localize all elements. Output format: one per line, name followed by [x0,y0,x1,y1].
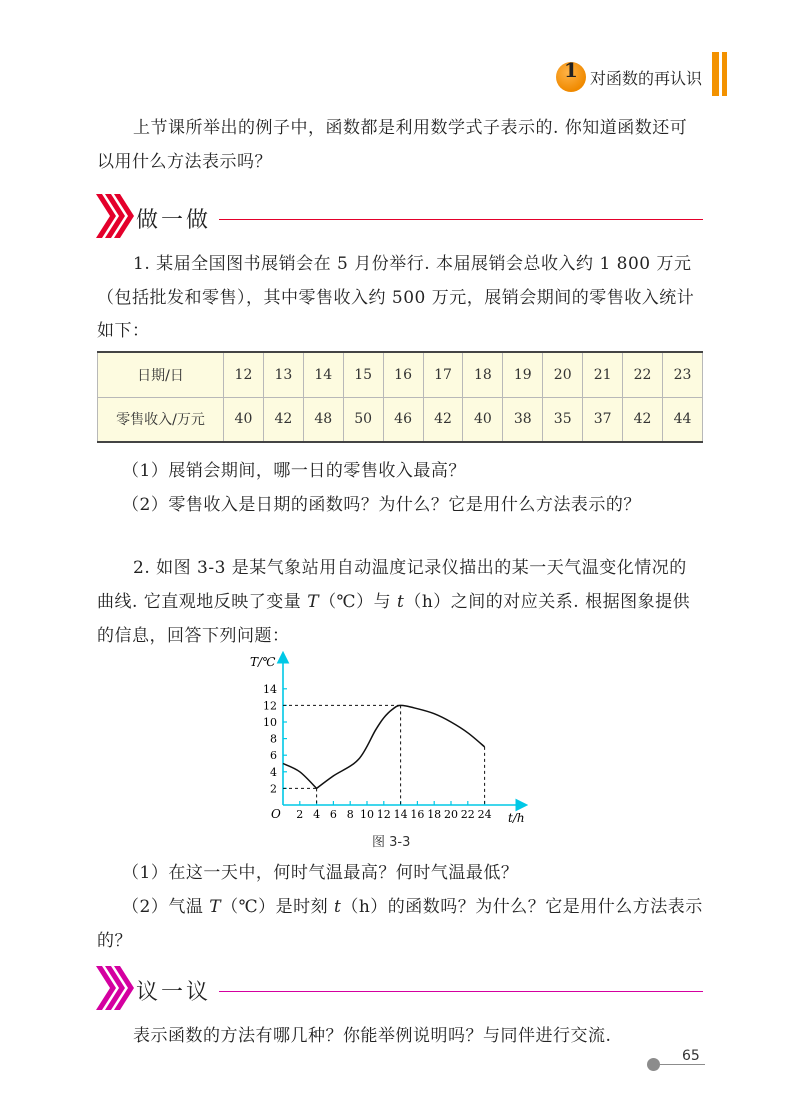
income-cell: 46 [383,397,423,442]
figure-caption: 图 3-3 [372,835,411,850]
x-tick-label: 4 [313,808,321,821]
section1-chevron-icon [96,192,136,240]
footer-dot [647,1058,660,1071]
var-T: T [307,592,320,612]
date-cell: 23 [662,352,702,397]
discussion-text: 表示函数的方法有哪几种？你能举例说明吗？与同伴进行交流. [133,1026,612,1046]
income-cell: 38 [503,397,543,442]
x-tick-label: 14 [393,808,408,821]
date-cell: 21 [583,352,623,397]
q1-line-1: 1. 某届全国图书展销会在 5 月份举行. 本届展销会总收入约 1 800 万元 [133,254,692,274]
sales-table [97,351,703,443]
table-row-income [98,397,703,442]
income-cell: 42 [623,397,663,442]
var-t: t [334,897,342,917]
footer-rule [660,1064,705,1065]
x-axis-label: t/h [508,811,525,825]
income-cell: 42 [423,397,463,442]
income-cell: 40 [224,397,264,442]
origin-label: O [271,807,281,821]
x-tick-label: 2 [296,808,304,821]
income-cell: 42 [263,397,303,442]
section1-title: 做一做 [136,208,212,233]
var-t: t [396,592,405,612]
q1-line-2: （包括批发和零售），其中零售收入约 500 万元，展销会期间的零售收入统计 [97,288,695,308]
page-number: 65 [682,1048,700,1064]
income-cell: 50 [343,397,383,442]
x-tick-label: 24 [477,808,492,821]
section2-title: 议一议 [136,980,212,1005]
section2-rule [219,991,703,992]
x-tick-label: 22 [460,808,475,821]
date-cell: 12 [224,352,264,397]
intro-line-2: 以用什么方法表示吗？ [97,152,272,172]
y-tick-label: 8 [270,732,277,746]
table-header-income: 零售收入/万元 [98,397,224,442]
date-cell: 15 [343,352,383,397]
date-cell: 22 [623,352,663,397]
var-T: T [209,897,222,917]
income-cell: 40 [463,397,503,442]
y-axis-label: T/℃ [250,655,276,669]
table-header-date: 日期/日 [98,352,224,397]
y-tick-label: 6 [270,749,277,763]
date-cell: 17 [423,352,463,397]
temperature-curve [283,705,485,788]
income-cell: 44 [662,397,702,442]
x-tick-label: 6 [329,808,337,821]
chapter-number: 1 [564,58,578,82]
x-tick-label: 16 [410,808,425,821]
x-tick-label: 20 [444,808,458,821]
q2-sub-question-1: （1）在这一天中，何时气温最高？何时气温最低？ [122,863,519,883]
x-tick-label: 10 [360,808,374,821]
table-row-dates [98,352,703,397]
q2-line-3: 的信息，回答下列问题： [97,626,290,646]
date-cell: 19 [503,352,543,397]
temperature-chart [240,648,540,853]
x-tick-label: 12 [376,808,391,821]
date-cell: 18 [463,352,503,397]
intro-line-1: 上节课所举出的例子中，函数都是利用数学式子表示的. 你知道函数还可 [133,118,688,138]
income-cell: 35 [543,397,583,442]
y-tick-label: 12 [263,699,277,713]
q2-line-1: 2. 如图 3-3 是某气象站用自动温度记录仪描出的某一天气温变化情况的 [133,558,687,578]
y-tick-label: 14 [263,682,277,696]
header-bar-2 [722,52,727,96]
income-cell: 48 [303,397,343,442]
q2-sub-question-2-cont: 的？ [97,931,132,951]
x-tick-label: 18 [427,808,442,821]
q1-sub-question-1: （1）展销会期间，哪一日的零售收入最高？ [122,461,466,481]
section2-chevron-icon [96,964,136,1012]
x-tick-label: 8 [346,808,354,821]
date-cell: 20 [543,352,583,397]
q1-line-3: 如下： [97,321,150,341]
q1-sub-question-2: （2）零售收入是日期的函数吗？为什么？它是用什么方法表示的？ [122,495,641,515]
date-cell: 14 [303,352,343,397]
section1-rule [219,219,703,220]
income-cell: 37 [583,397,623,442]
q2-line-2: 曲线. 它直观地反映了变量 T（℃）与 t（h）之间的对应关系. 根据图象提供 [97,592,691,612]
y-tick-label: 2 [270,782,277,796]
y-tick-label: 10 [263,716,277,729]
header-bar-1 [712,52,719,96]
q2-sub-question-2: （2）气温 T（℃）是时刻 t（h）的函数吗？为什么？它是用什么方法表示 [122,897,703,917]
date-cell: 16 [383,352,423,397]
section-header-title: 对函数的再认识 [590,69,703,88]
y-tick-label: 4 [270,765,277,779]
date-cell: 13 [263,352,303,397]
